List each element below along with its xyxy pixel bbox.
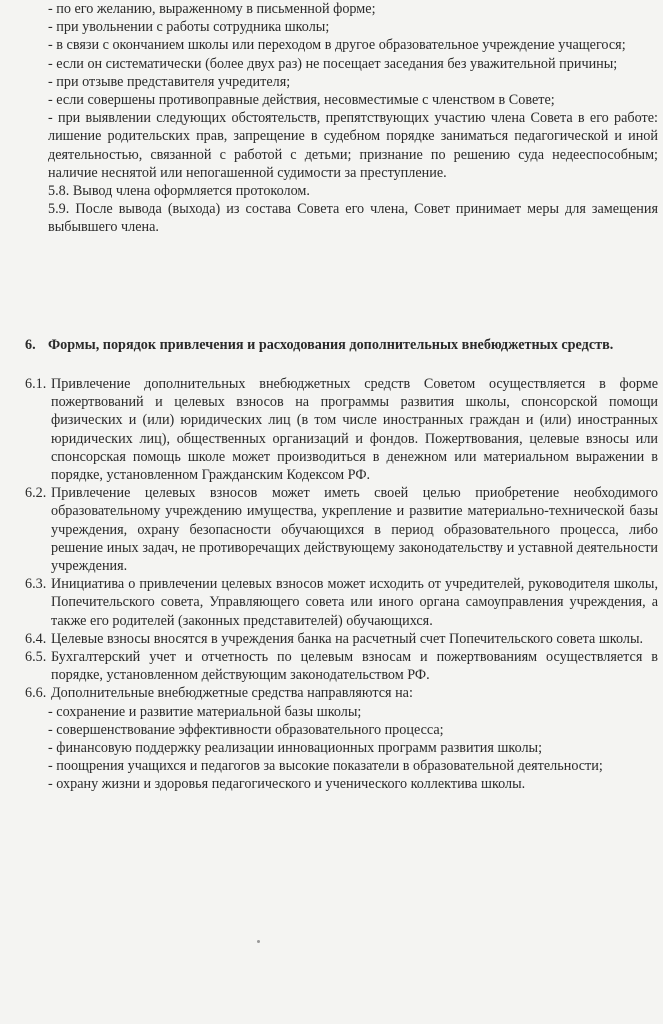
list-item: - в связи с окончанием школы или переходом в другое образовательное учреждение учащегося;: [48, 37, 626, 54]
item-text: Привлечение дополнительных внебюджетных средств Советом осуществляется в форме пожертвований и целевых взносов на программы развития школы, спонсорской помощи физических и (или) юридических лиц (в том числе иностранных граждан и (или) иностранных юридических лиц), общественных организаций и фондов. Пожертвования, целевые взносы или спонсорская помощь школе может производиться в денежном или материальном выражении в порядке, установленном Гражданским Кодексом РФ.: [51, 376, 658, 484]
item-6-6: [25, 684, 658, 702]
list-item: - охрану жизни и здоровья педагогического и ученического коллектива школы.: [48, 776, 526, 793]
item-6-5: [25, 648, 658, 684]
section-title: Формы, порядок привлечения и расходования дополнительных внебюджетных средств.: [48, 337, 614, 353]
item-number: 6.3.: [25, 576, 47, 593]
list-item: - при увольнении с работы сотрудника школы;: [48, 19, 330, 36]
item-6-3: [25, 575, 658, 630]
item-text: Привлечение целевых взносов может иметь своей целью приобретение необходимого образовательному учреждению имущества, укрепление и развитие материально-технической базы учреждения, охрану безопасности обучающихся в период образовательного процесса, либо решение иных задач, не противоречащих действующему законодательству и уставной деятельности учреждения.: [51, 485, 658, 575]
paragraph-5-8: 5.8. Вывод члена оформляется протоколом.: [48, 183, 310, 200]
item-number: 6.5.: [25, 649, 47, 666]
list-item: - по его желанию, выраженному в письменной форме;: [48, 1, 376, 17]
item-number: 6.6.: [25, 685, 47, 702]
scan-speck: [257, 940, 260, 943]
list-item: - если он систематически (более двух раз) не посещает заседания без уважительной причины;: [48, 55, 618, 72]
item-number: 6.1.: [25, 376, 47, 392]
item-6-4: [25, 630, 658, 648]
funding-directions-list: [25, 703, 658, 794]
section-6-heading: [25, 336, 658, 354]
item-text: Целевые взносы вносятся в учреждения банка на расчетный счет Попечительского совета школы.: [51, 630, 644, 647]
list-item: - при выявлении следующих обстоятельств, препятствующих участию члена Совета в его работе: лишение родительских прав, запрещение в судебном порядке заниматься педагогической и иной деятельностью, связанной с работой с детьми; признание по решению суда недееспособным; наличие неснятой или непогашенной судимости за преступление.: [48, 110, 658, 181]
section-6-items: [25, 375, 658, 794]
item-text: Инициатива о привлечении целевых взносов может исходить от учредителей, руководителя школы, Попечительского совета, Управляющего совета или иного органа самоуправления учреждения, а также его родителей (законных представителей) обучающихся.: [51, 576, 658, 629]
list-item: - при отзыве представителя учредителя;: [48, 73, 291, 90]
list-item: - совершенствование эффективности образовательного процесса;: [48, 721, 444, 738]
item-text: Дополнительные внебюджетные средства направляются на:: [51, 685, 413, 702]
removal-grounds-list: [48, 0, 658, 237]
paragraph-5-9: 5.9. После вывода (выхода) из состава Совета его члена, Совет принимает меры для замещения выбывшего члена.: [48, 201, 658, 236]
section-number: 6.: [25, 337, 36, 353]
list-item: - если совершены противоправные действия, несовместимые с членством в Совете;: [48, 92, 555, 109]
item-number: 6.4.: [25, 630, 47, 647]
item-6-1: [25, 375, 658, 484]
item-6-2: [25, 484, 658, 575]
list-item: - финансовую поддержку реализации инновационных программ развития школы;: [48, 740, 543, 757]
list-item: - поощрения учащихся и педагогов за высокие показатели в образовательной деятельности;: [48, 758, 603, 775]
list-item: - сохранение и развитие материальной базы школы;: [48, 703, 362, 720]
item-text: Бухгалтерский учет и отчетность по целевым взносам и пожертвованиям осуществляется в порядке, установленном действующим законодательством РФ.: [51, 649, 658, 684]
item-number: 6.2.: [25, 485, 47, 502]
